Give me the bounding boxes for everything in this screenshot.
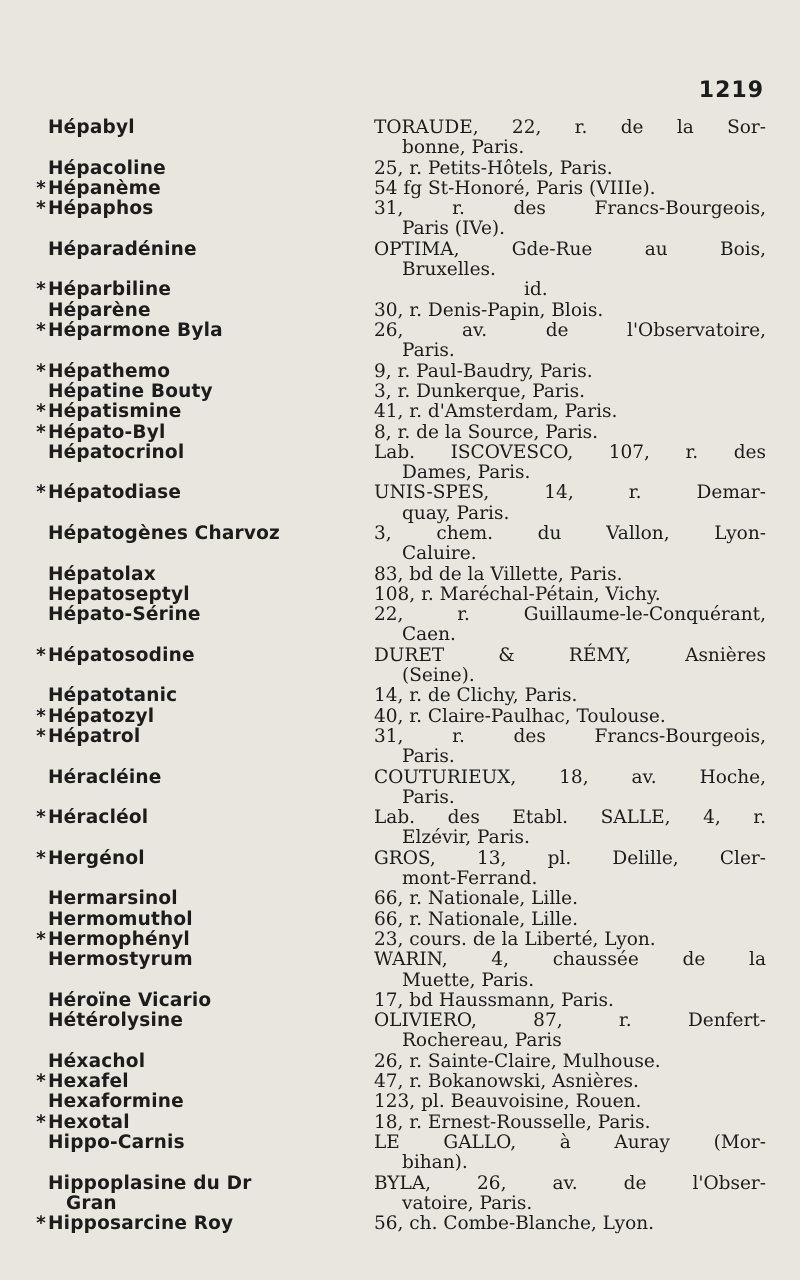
entry-name [32, 321, 342, 341]
entry-name-line: Héparbiline [48, 279, 172, 301]
entry-address [374, 1133, 766, 1174]
entry-address [374, 768, 766, 809]
entry-name-line: Hermostyrum [48, 949, 193, 971]
entry-name-line: Hexaformine [48, 1091, 184, 1113]
entry-address-line: id. [524, 279, 548, 301]
entry-address [374, 565, 766, 585]
asterisk-marker: * [36, 726, 46, 747]
entry-row [0, 423, 800, 443]
entry-name [32, 808, 342, 828]
entry-row [0, 159, 800, 179]
entry-name [32, 707, 342, 727]
entry-row [0, 1011, 800, 1052]
entry-name-line: Hépacoline [48, 157, 166, 179]
entry-address-line: TORAUDE, 22, r. de la Sor- [374, 117, 766, 138]
entry-row [0, 950, 800, 991]
entry-name-line: Hépatismine [48, 401, 182, 423]
entry-name-line: Hexotal [48, 1111, 130, 1133]
entry-name [32, 565, 342, 585]
entry-address-line: Paris. [402, 786, 455, 808]
entry-name [32, 1174, 342, 1215]
entry-address-line: Lab. ISCOVESCO, 107, r. des [374, 441, 766, 463]
entry-address-line: Paris. [402, 340, 455, 362]
entry-address-line: 22, r. Guillaume-le-Conquérant, [374, 604, 766, 626]
entry-name [32, 1113, 342, 1133]
entry-name-line: Hépathemo [48, 360, 171, 382]
entry-address [374, 991, 766, 1011]
entry-name [32, 686, 342, 706]
entry-name-line: Hepatoseptyl [48, 583, 190, 605]
entry-row [0, 910, 800, 930]
entry-row [0, 646, 800, 687]
entry-address-line: 8, r. de la Source, Paris. [374, 421, 599, 443]
entry-address [374, 1011, 766, 1052]
entry-address-line: DURET & RÉMY, Asnières [374, 644, 766, 666]
entry-name-line: Hergénol [48, 847, 145, 869]
entry-address [374, 1052, 766, 1072]
entry-row [0, 1113, 800, 1133]
entry-address-line: bonne, Paris. [402, 137, 525, 159]
entry-address [374, 1113, 766, 1133]
entry-name-line: Hépato-Sérine [48, 604, 201, 626]
entry-name-line: Hépato-Byl [48, 421, 166, 443]
entry-address [374, 646, 766, 687]
asterisk-marker: * [36, 360, 46, 382]
entry-address-line: GROS, 13, pl. Delille, Cler- [374, 847, 766, 869]
entry-address-line: 40, r. Claire-Paulhac, Toulouse. [374, 705, 666, 727]
entry-address-line: Rochereau, Paris [402, 1030, 562, 1052]
entry-name-line: Hépanème [48, 177, 161, 199]
entry-address [374, 1214, 766, 1234]
asterisk-marker: * [36, 401, 46, 423]
entry-row [0, 321, 800, 362]
entry-row [0, 179, 800, 199]
entry-name-line: Hépatocrinol [48, 441, 185, 463]
entry-name [32, 585, 342, 605]
entry-row [0, 240, 800, 281]
entry-name-line: Hépaphos [48, 198, 154, 220]
entry-address [374, 1072, 766, 1092]
entry-row [0, 1072, 800, 1092]
entry-address-line: Paris. [402, 746, 455, 768]
entry-row [0, 524, 800, 565]
entry-name [32, 1052, 342, 1072]
entry-name [32, 727, 342, 747]
entry-address [374, 301, 766, 321]
entry-row [0, 1133, 800, 1174]
entry-name-line: Hépatolax [48, 563, 156, 585]
entry-address [374, 707, 766, 727]
entry-name-line: Hermomuthol [48, 908, 193, 930]
entry-name-line: Gran [66, 1192, 117, 1214]
asterisk-marker: * [36, 279, 46, 301]
asterisk-marker: * [36, 198, 46, 220]
entry-name [32, 423, 342, 443]
entry-name [32, 889, 342, 909]
entry-name-line: Hépatosodine [48, 644, 195, 666]
asterisk-marker: * [36, 1111, 46, 1133]
entry-address [374, 179, 766, 199]
entry-row [0, 362, 800, 382]
entry-row [0, 707, 800, 727]
entry-name-line: Héxachol [48, 1050, 146, 1072]
entry-address-line: UNIS-SPES, 14, r. Demar- [374, 482, 766, 504]
entry-address [374, 1174, 766, 1215]
entry-address-line: OPTIMA, Gde-Rue au Bois, [374, 238, 766, 260]
entry-address [374, 585, 766, 605]
entry-name-line: Hépabyl [48, 117, 135, 138]
entry-name [32, 768, 342, 788]
entry-address [374, 849, 766, 890]
entry-row [0, 1092, 800, 1112]
entry-address-line: 56, ch. Combe-Blanche, Lyon. [374, 1213, 655, 1235]
entry-name-line: Héroïne Vicario [48, 989, 212, 1011]
entry-address-line: COUTURIEUX, 18, av. Hoche, [374, 766, 766, 788]
entry-row [0, 565, 800, 585]
entry-address-line: 31, r. des Francs-Bourgeois, [374, 726, 766, 747]
entry-address [374, 808, 766, 849]
entry-row [0, 280, 800, 300]
entry-address [374, 605, 766, 646]
entry-row [0, 301, 800, 321]
entry-row [0, 727, 800, 768]
entry-name-line: Hétérolysine [48, 1010, 184, 1032]
entry-address-line: Paris (IVe). [402, 218, 506, 240]
entry-name [32, 910, 342, 930]
entry-address-line: Caen. [402, 624, 456, 646]
entry-address-line: 54 fg St-Honoré, Paris (VIIIe). [374, 177, 656, 199]
entry-address-line: 17, bd Haussmann, Paris. [374, 989, 614, 1011]
entry-address [374, 930, 766, 950]
entry-name [32, 1133, 342, 1153]
entry-address-line: 14, r. de Clichy, Paris. [374, 685, 578, 707]
entry-address-line: 9, r. Paul-Baudry, Paris. [374, 360, 593, 382]
entry-address-line: 31, r. des Francs-Bourgeois, [374, 198, 766, 220]
entry-row [0, 402, 800, 422]
entry-address-line: LE GALLO, à Auray (Mor- [374, 1132, 766, 1153]
entry-address-line: 25, r. Petits-Hôtels, Paris. [374, 157, 613, 179]
entry-address [374, 889, 766, 909]
entry-name [32, 280, 342, 300]
entry-row [0, 808, 800, 849]
entry-address-line: 41, r. d'Amsterdam, Paris. [374, 401, 618, 423]
entry-address-line: 66, r. Nationale, Lille. [374, 908, 579, 930]
entry-name [32, 362, 342, 382]
entry-address [374, 686, 766, 706]
entry-row [0, 443, 800, 484]
entry-name-line: Hexafel [48, 1071, 129, 1093]
entry-name [32, 179, 342, 199]
entry-row [0, 889, 800, 909]
entry-row [0, 930, 800, 950]
entry-name [32, 301, 342, 321]
entry-address [374, 1092, 766, 1112]
entry-name-line: Hippoplasine du Dr [48, 1172, 252, 1194]
entry-address-line: Lab. des Etabl. SALLE, 4, r. [374, 807, 766, 829]
entry-row [0, 483, 800, 524]
entry-address [374, 382, 766, 402]
asterisk-marker: * [36, 847, 46, 869]
entry-row [0, 585, 800, 605]
asterisk-marker: * [36, 644, 46, 666]
entry-name [32, 605, 342, 625]
entry-address [374, 483, 766, 524]
entry-address [374, 118, 766, 159]
entry-row [0, 118, 800, 159]
entry-address [374, 159, 766, 179]
entry-address-line: 66, r. Nationale, Lille. [374, 888, 579, 910]
entry-name [32, 402, 342, 422]
entry-row [0, 199, 800, 240]
entry-address-line: Caluire. [402, 543, 477, 565]
entry-address [374, 280, 766, 300]
asterisk-marker: * [36, 929, 46, 950]
asterisk-marker: * [36, 482, 46, 504]
entry-address-line: 26, av. de l'Observatoire, [374, 320, 766, 341]
entry-row [0, 1174, 800, 1215]
entry-name [32, 240, 342, 260]
entry-name [32, 483, 342, 503]
entry-address-line: Muette, Paris. [402, 969, 535, 991]
asterisk-marker: * [36, 1213, 46, 1235]
entry-row [0, 686, 800, 706]
entry-name-line: Hippo-Carnis [48, 1132, 185, 1153]
entry-name [32, 159, 342, 179]
entry-address-line: 3, chem. du Vallon, Lyon- [374, 523, 766, 544]
entry-name [32, 1092, 342, 1112]
entry-address-line: Bruxelles. [402, 259, 496, 281]
page-number: 1219 [698, 78, 764, 103]
entry-address-line: Dames, Paris. [402, 462, 531, 484]
entry-name-line: Hépatotanic [48, 685, 178, 707]
entry-name-line: Hipposarcine Roy [48, 1213, 234, 1235]
entry-name [32, 849, 342, 869]
entry-row [0, 605, 800, 646]
entry-address [374, 524, 766, 565]
entry-address [374, 950, 766, 991]
entry-name [32, 1011, 342, 1031]
entry-address-line: OLIVIERO, 87, r. Denfert- [374, 1010, 766, 1032]
entry-name [32, 930, 342, 950]
entry-address-line: (Seine). [402, 665, 475, 687]
entry-address [374, 199, 766, 240]
entry-address-line: WARIN, 4, chaussée de la [374, 949, 766, 971]
entry-row [0, 1052, 800, 1072]
entry-row [0, 768, 800, 809]
entry-address-line: 26, r. Sainte-Claire, Mulhouse. [374, 1050, 661, 1072]
entry-name-line: Hépatine Bouty [48, 380, 213, 402]
entry-name-line: Héparène [48, 299, 151, 321]
entry-address [374, 443, 766, 484]
asterisk-marker: * [36, 1071, 46, 1093]
entry-name [32, 950, 342, 970]
entry-name [32, 118, 342, 138]
entry-address [374, 727, 766, 768]
entry-row [0, 382, 800, 402]
entry-name-line: Hépatodiase [48, 482, 182, 504]
entry-address [374, 910, 766, 930]
entry-name-line: Héparadénine [48, 238, 197, 260]
entry-name-line: Hépatrol [48, 726, 141, 747]
entry-name-line: Héracléine [48, 766, 162, 788]
asterisk-marker: * [36, 421, 46, 443]
asterisk-marker: * [36, 705, 46, 727]
entry-name [32, 991, 342, 1011]
entry-name-line: Hépatozyl [48, 705, 155, 727]
entry-address-line: quay, Paris. [402, 502, 510, 524]
entry-name [32, 199, 342, 219]
entry-name [32, 1214, 342, 1234]
entry-name-line: Héracléol [48, 807, 149, 829]
entry-name-line: Hépatogènes Charvoz [48, 523, 280, 544]
entry-address-line: 83, bd de la Villette, Paris. [374, 563, 623, 585]
entry-name-line: Héparmone Byla [48, 320, 223, 341]
entry-address-line: bihan). [402, 1152, 468, 1174]
entry-address-line: vatoire, Paris. [402, 1192, 533, 1214]
asterisk-marker: * [36, 320, 46, 341]
entry-address-line: 108, r. Maréchal-Pétain, Vichy. [374, 583, 661, 605]
asterisk-marker: * [36, 177, 46, 199]
entry-address [374, 321, 766, 362]
entry-address-line: Elzévir, Paris. [402, 827, 530, 849]
entry-name [32, 524, 342, 544]
entry-name-line: Hermarsinol [48, 888, 178, 910]
entry-address-line: mont-Ferrand. [402, 868, 538, 890]
entry-address [374, 402, 766, 422]
entry-row [0, 991, 800, 1011]
entry-address [374, 362, 766, 382]
entry-address-line: 123, pl. Beauvoisine, Rouen. [374, 1091, 642, 1113]
entry-row [0, 849, 800, 890]
entry-address-line: 3, r. Dunkerque, Paris. [374, 380, 586, 402]
entry-address-line: 18, r. Ernest-Rousselle, Paris. [374, 1111, 651, 1133]
entry-name-line: Hermophényl [48, 929, 190, 950]
entry-address-line: 23, cours. de la Liberté, Lyon. [374, 929, 656, 950]
entry-address-line: BYLA, 26, av. de l'Obser- [374, 1172, 766, 1194]
entry-row [0, 1214, 800, 1234]
entry-address [374, 240, 766, 281]
entry-address-line: 30, r. Denis-Papin, Blois. [374, 299, 604, 321]
asterisk-marker: * [36, 807, 46, 829]
entry-name [32, 382, 342, 402]
entry-name [32, 646, 342, 666]
entry-name [32, 443, 342, 463]
entry-address-line: 47, r. Bokanowski, Asnières. [374, 1071, 639, 1093]
entry-address [374, 423, 766, 443]
entry-name [32, 1072, 342, 1092]
